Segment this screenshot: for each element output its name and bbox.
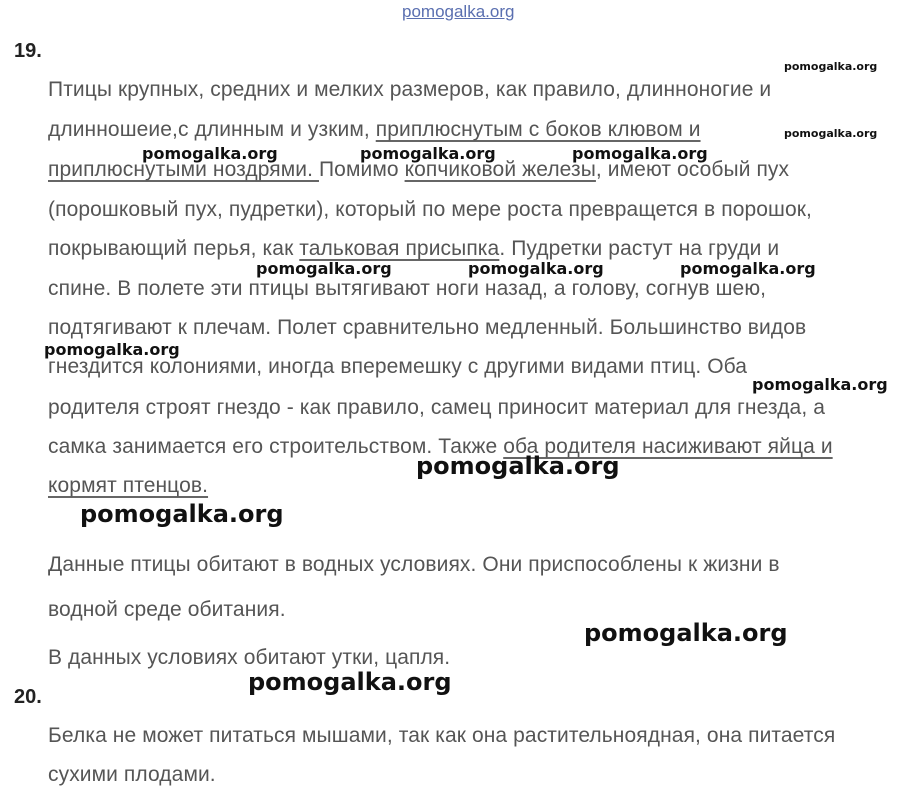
text-run: родителя строят гнездо - как правило, самец приносит материал для гнезда, а	[48, 396, 825, 419]
q19-para2-line-1: Данные птицы обитают в водных условиях. Они приспособлены к жизни в	[48, 553, 780, 576]
q19-line-2	[48, 118, 701, 142]
text-run: , имеют особый пух	[595, 158, 790, 181]
q20-line-2: сухими плодами.	[48, 763, 216, 786]
underlined-text: тальковая присыпка	[299, 237, 500, 260]
text-run: длинношеие,с длинным и узким,	[48, 118, 376, 141]
text-run: Птицы крупных, средних и мелких размеров, как правило, длинноногие и	[48, 78, 772, 101]
text-run: Помимо	[318, 158, 405, 181]
question-19-number: 19.	[14, 40, 42, 62]
underlined-text: оба родителя насиживают яйца и	[503, 435, 833, 458]
q19-line-11	[48, 474, 208, 498]
underlined-text: приплюснутым с боков клювом и	[375, 118, 701, 141]
watermark: pomogalka.org	[416, 452, 620, 480]
text-run: (порошковый пух, пудретки), который по мере роста превращется в порошок,	[48, 198, 812, 221]
watermark: pomogalka.org	[784, 127, 878, 140]
q19-line-4	[48, 198, 812, 222]
watermark: pomogalka.org	[80, 500, 284, 528]
q20-line-1: Белка не может питаться мышами, так как она растительноядная, она питается	[48, 724, 836, 747]
underlined-text: приплюснутыми ноздрями.	[48, 158, 319, 181]
watermark: pomogalka.org	[584, 619, 788, 647]
watermark: pomogalka.org	[572, 144, 708, 163]
watermark: pomogalka.org	[360, 144, 496, 163]
q19-line-1	[48, 78, 771, 102]
watermark: pomogalka.org	[248, 668, 452, 696]
watermark: pomogalka.org	[680, 259, 816, 278]
text-run: спине. В полете эти птицы вытягивают ноги назад, а голову, согнув шею,	[48, 277, 767, 300]
q19-line-5	[48, 237, 779, 261]
text-run: самка занимается его строительством. Также	[48, 435, 504, 458]
underlined-text: копчиковой железы	[404, 158, 596, 181]
watermark: pomogalka.org	[44, 340, 180, 359]
q19-para2-line-2: водной среде обитания.	[48, 598, 286, 621]
q19-line-9	[48, 396, 825, 420]
text-run: покрывающий перья, как	[48, 237, 300, 260]
q19-para3: В данных условиях обитают утки, цапля.	[48, 646, 451, 669]
text-run: гнездится колониями, иногда вперемешку с другими видами птиц. Оба	[48, 355, 748, 378]
watermark: pomogalka.org	[142, 144, 278, 163]
watermark: pomogalka.org	[468, 259, 604, 278]
text-run: подтягивают к плечам. Полет сравнительно медленный. Большинство видов	[48, 316, 807, 339]
underlined-text: кормят птенцов.	[48, 474, 209, 497]
watermark: pomogalka.org	[752, 375, 888, 394]
watermark: pomogalka.org	[784, 60, 878, 73]
watermark: pomogalka.org	[256, 259, 392, 278]
question-20-number: 20.	[14, 686, 42, 708]
q19-line-7	[48, 316, 806, 340]
watermark-top: pomogalka.org	[402, 2, 515, 21]
text-run: . Пудретки растут на груди и	[499, 237, 780, 260]
q19-line-6	[48, 277, 766, 301]
